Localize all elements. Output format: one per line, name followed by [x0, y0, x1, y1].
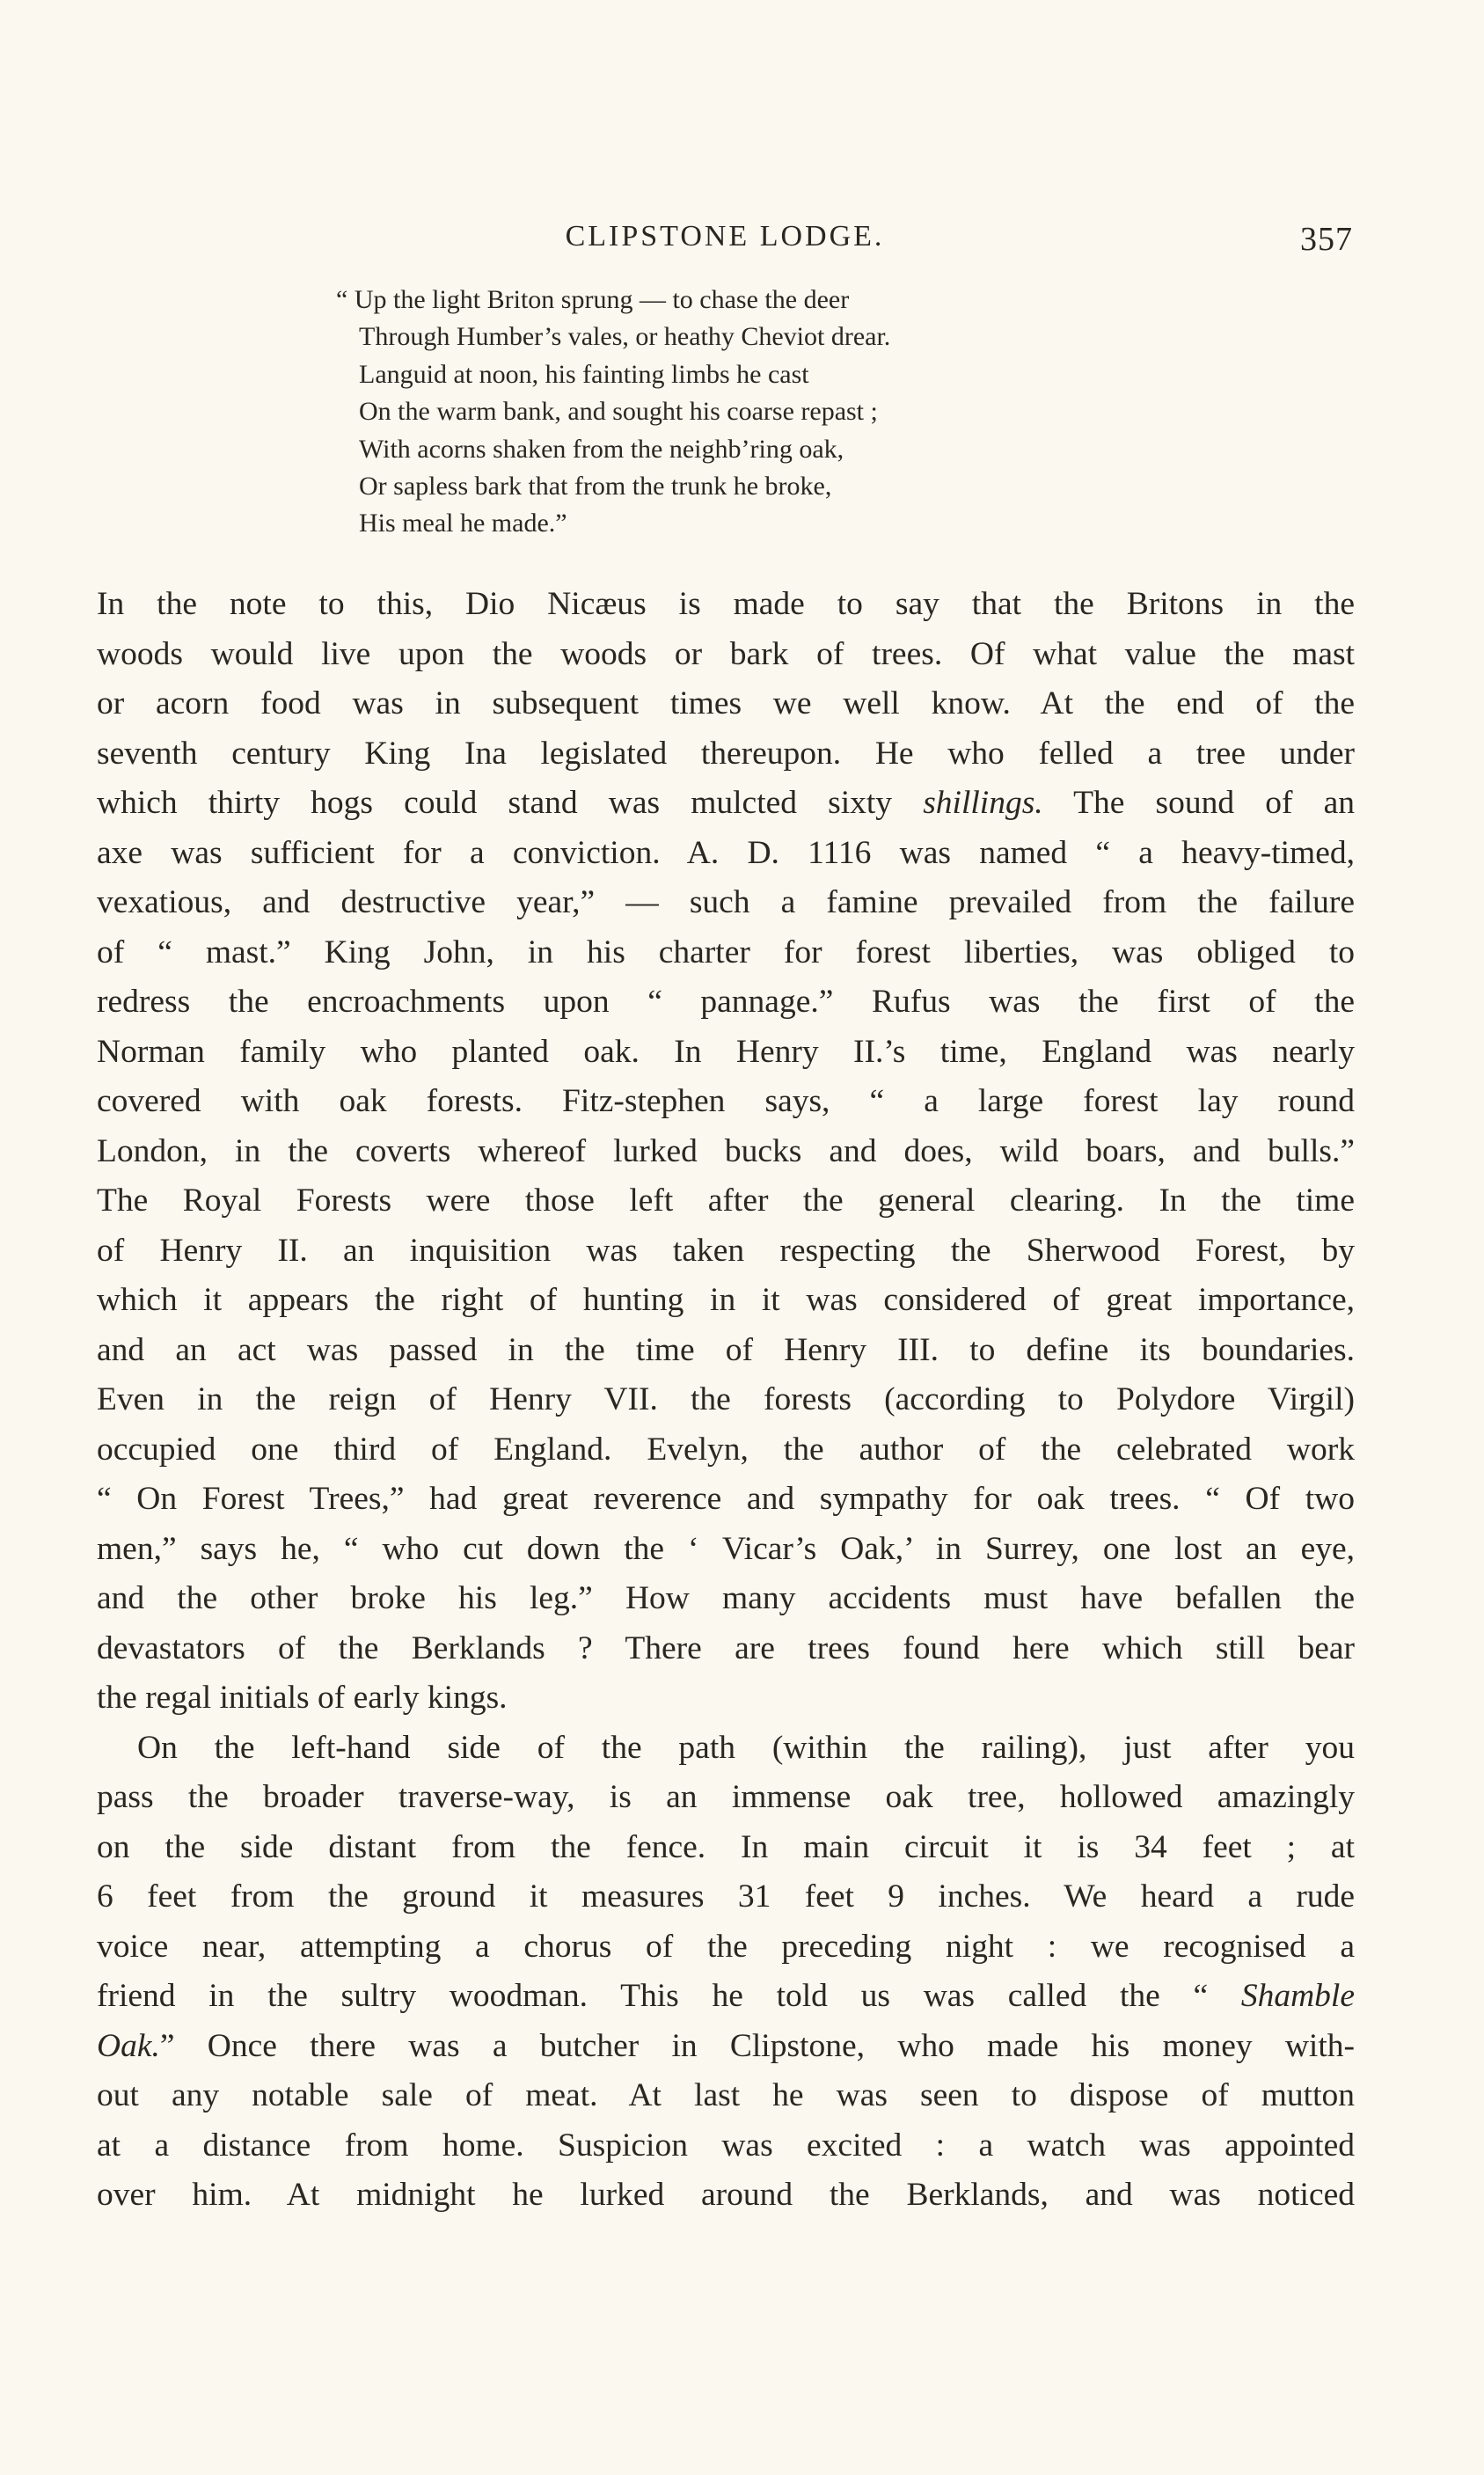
text-line: at a distance from home. Suspicion was excited : a watch was appointed — [97, 2127, 1355, 2164]
verse-quotation — [336, 282, 1151, 543]
text-run: friend in the sultry woodman. This he told us was called the “ — [97, 1978, 1241, 2014]
verse-line: On the warm bank, and sought his coarse repast ; — [359, 397, 878, 427]
verse-line: Through Humber’s vales, or heathy Cheviot drear. — [359, 322, 891, 352]
text-line: On the left-hand side of the path (within the railing), just after you — [137, 1729, 1355, 1766]
verse-line: “ Up the light Briton sprung — to chase the deer — [336, 285, 850, 314]
text-line: on the side distant from the fence. In main circuit it is 34 feet ; at — [97, 1828, 1355, 1865]
text-line: the regal initials of early kings. — [97, 1680, 508, 1716]
paragraph-2 — [97, 1724, 1355, 2221]
body-text — [97, 580, 1355, 2221]
verse-line: With acorns shaken from the neighb’ring oak, — [359, 434, 844, 464]
verse-line: Or sapless bark that from the trunk he broke, — [359, 472, 832, 502]
text-line: 6 feet from the ground it measures 31 feet 9 inches. We heard a rude — [97, 1878, 1355, 1915]
text-run: The sound of an — [1042, 785, 1355, 821]
text-line: pass the broader traverse-way, is an immense oak tree, hollowed amazingly — [97, 1779, 1355, 1815]
italic-word: Shamble — [1240, 1978, 1355, 2014]
italic-word: shillings. — [923, 785, 1043, 821]
text-line: Even in the reign of Henry VII. the forests (according to Polydore Virgil) — [97, 1381, 1355, 1417]
text-line: London, in the coverts whereof lurked bucks and does, wild boars, and bulls.” — [97, 1132, 1355, 1169]
text-line: The Royal Forests were those left after the general clearing. In the time — [97, 1183, 1355, 1219]
text-line: out any notable sale of meat. At last he was seen to dispose of mutton — [97, 2077, 1355, 2113]
text-line — [97, 779, 1355, 829]
verse-line: His meal he made.” — [359, 509, 567, 538]
text-line: of “ mast.” King John, in his charter for forest liberties, was obliged to — [97, 934, 1355, 970]
running-head — [97, 220, 1353, 264]
text-line: occupied one third of England. Evelyn, the author of the celebrated work — [97, 1431, 1355, 1468]
text-line — [97, 1972, 1355, 2022]
text-line — [97, 2022, 1355, 2072]
text-line: over him. At midnight he lurked around the Berklands, and was noticed — [97, 2177, 1355, 2213]
page-number: 357 — [1300, 221, 1353, 258]
text-line: seventh century King Ina legislated thereupon. He who felled a tree under — [97, 735, 1355, 772]
text-run: which thirty hogs could stand was mulcted sixty — [97, 785, 924, 821]
verse-line: Languid at noon, his fainting limbs he cast — [359, 359, 809, 389]
text-line: Norman family who planted oak. In Henry II.’s time, England was nearly — [97, 1033, 1355, 1070]
text-line: devastators of the Berklands ? There are trees found here which still bear — [97, 1629, 1355, 1666]
text-line: vexatious, and destructive year,” — such a famine prevailed from the failure — [97, 884, 1355, 920]
text-line: and the other broke his leg.” How many accidents must have befallen the — [97, 1580, 1355, 1616]
text-line: “ On Forest Trees,” had great reverence and sympathy for oak trees. “ Of two — [97, 1481, 1355, 1517]
text-line: covered with oak forests. Fitz-stephen says, “ a large forest lay round — [97, 1083, 1355, 1119]
text-line: and an act was passed in the time of Henry III. to define its boundaries. — [97, 1331, 1355, 1368]
text-line: voice near, attempting a chorus of the preceding night : we recognised a — [97, 1928, 1355, 1965]
text-line: woods would live upon the woods or bark of trees. Of what value the mast — [97, 635, 1355, 672]
running-title: CLIPSTONE LODGE. — [565, 220, 885, 253]
text-line: redress the encroachments upon “ pannage.” Rufus was the first of the — [97, 984, 1355, 1020]
text-line: In the note to this, Dio Nicæus is made to say that the Britons in the — [97, 586, 1355, 622]
text-line: or acorn food was in subsequent times we well know. At the end of the — [97, 685, 1355, 721]
text-run: ” Once there was a butcher in Clipstone, who made his money with- — [159, 2027, 1355, 2064]
text-line: men,” says he, “ who cut down the ‘ Vicar’s Oak,’ in Surrey, one lost an eye, — [97, 1530, 1355, 1567]
italic-word: Oak. — [97, 2027, 160, 2064]
paragraph-1 — [97, 580, 1355, 1724]
text-line: which it appears the right of hunting in it was considered of great importance, — [97, 1282, 1355, 1318]
text-line: of Henry II. an inquisition was taken respecting the Sherwood Forest, by — [97, 1232, 1355, 1269]
text-line: axe was sufficient for a conviction. A. D. 1116 was named “ a heavy-timed, — [97, 834, 1355, 871]
